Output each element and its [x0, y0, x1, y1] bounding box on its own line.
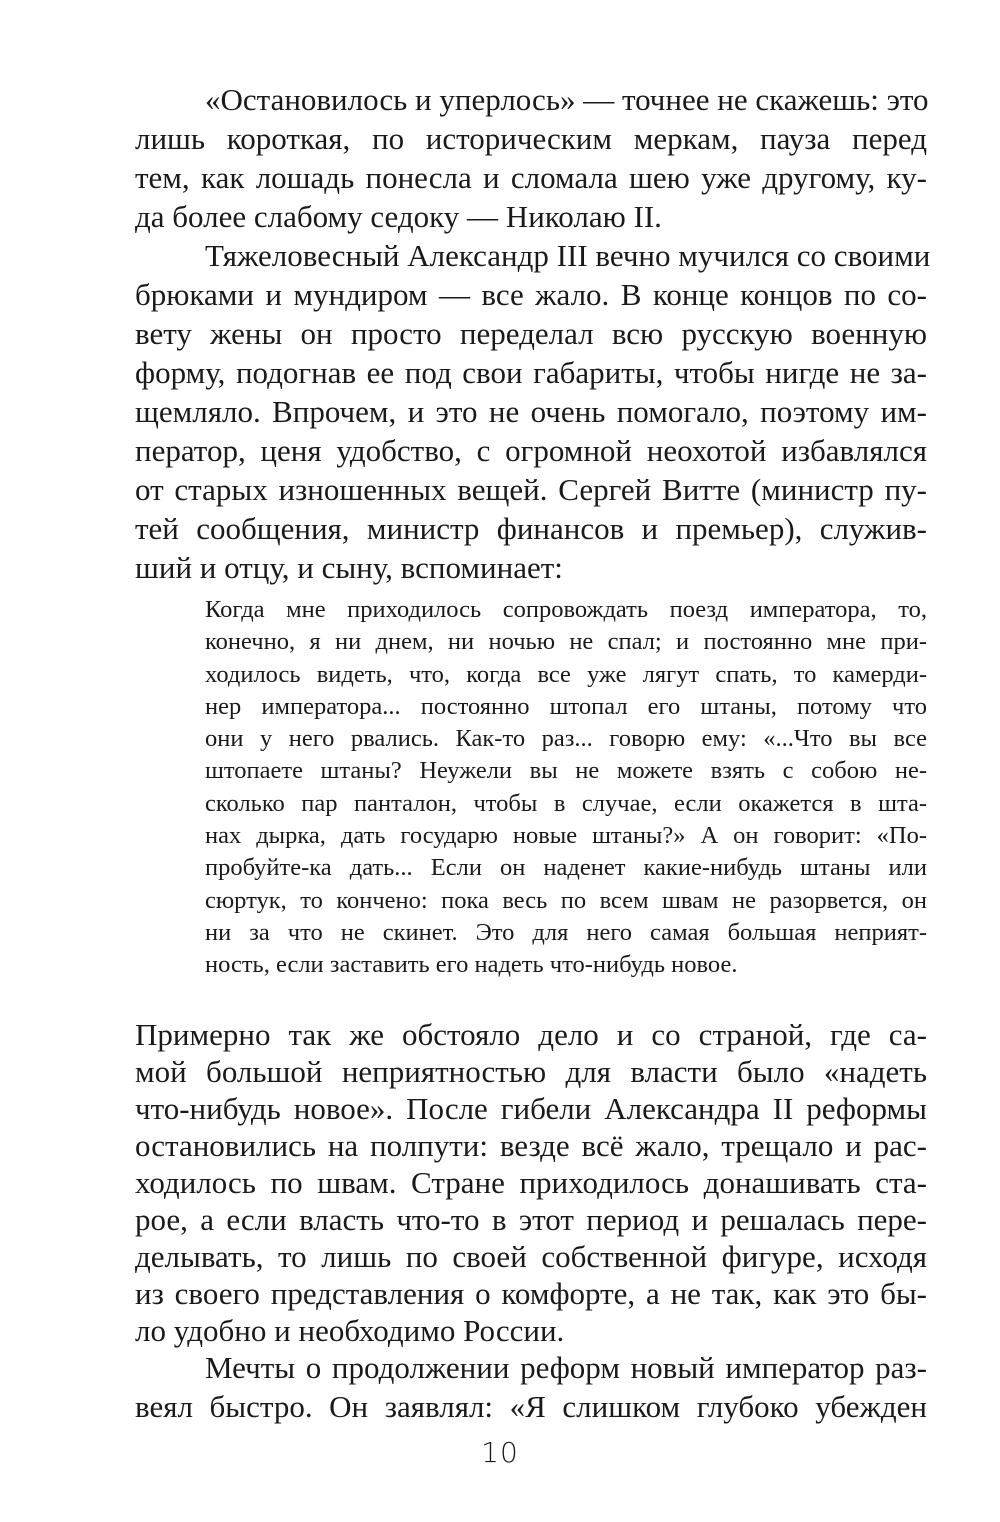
text-line: ператор, ценя удобство, с огромной неохотой избавлялся — [135, 433, 927, 468]
text-line: ходилось по швам. Стране приходилось донашивать ста- — [135, 1165, 927, 1200]
text-line: брюками и мундиром — все жало. В конце концов по со- — [135, 277, 927, 312]
text-line: Примерно так же обстояло дело и со страной, где са- — [135, 1017, 927, 1052]
text-line: конечно, я ни днем, ни ночью не спал; и постоянно мне при- — [205, 628, 927, 656]
text-line: остановились на полпути: везде всё жало, трещало и рас- — [135, 1128, 927, 1163]
text-line: нах дырка, дать государю новые штаны?» А он говорит: «По- — [205, 822, 927, 850]
text-line: рое, а если власть что-то в этот период и решалась пере- — [135, 1202, 927, 1237]
text-line: пробуйте-ка дать... Если он наденет какие-нибудь штаны или — [205, 854, 927, 882]
text-line: они у него рвались. Как-то раз... говорю ему: «...Что вы все — [205, 725, 927, 753]
paragraph-2 — [135, 236, 931, 587]
text-line: Мечты о продолжении реформ новый император раз- — [205, 1350, 927, 1385]
text-line: ший и отцу, и сыну, вспоминает: — [135, 550, 563, 585]
text-line: делывать, то лишь по своей собственной фигуре, исходя — [135, 1239, 927, 1274]
paragraph-3 — [135, 1016, 927, 1349]
page-number: 10 — [481, 1436, 519, 1469]
text-line: тей сообщения, министр финансов и премьер), служив- — [135, 511, 927, 546]
text-line: Тяжеловесный Александр III вечно мучился со своими — [205, 238, 931, 273]
text-line: ходилось видеть, что, когда все уже лягут спать, то камерди- — [205, 660, 927, 688]
text-line: нер императора... постоянно штопал его штаны, потому что — [205, 692, 927, 720]
paragraph-4 — [135, 1348, 927, 1426]
text-line: лишь короткая, по историческим меркам, пауза перед — [135, 121, 927, 156]
text-line: штопаете штаны? Неужели вы не можете взять с собою не- — [205, 757, 927, 785]
text-line: тем, как лошадь понесла и сломала шею уже другому, ку- — [135, 160, 927, 195]
paragraph-1 — [135, 80, 927, 236]
text-line: да более слабому седоку — Николаю II. — [135, 199, 662, 234]
text-line: щемляло. Впрочем, и это не очень помогало, поэтому им- — [135, 394, 927, 429]
text-line: мой большой неприятностью для власти было «надеть — [135, 1054, 927, 1089]
text-line: «Остановилось и уперлось» — точнее не скажешь: это — [205, 82, 929, 117]
text-line: ло удобно и необходимо России. — [135, 1313, 565, 1348]
text-line: веял быстро. Он заявлял: «Я слишком глубоко убежден — [135, 1389, 927, 1424]
text-line: сюртук, то кончено: пока весь по всем швам не разорвется, он — [205, 886, 927, 914]
text-line: Когда мне приходилось сопровождать поезд императора, то, — [205, 596, 927, 623]
text-line: вету жены он просто переделал всю русскую военную — [135, 316, 927, 351]
text-line: что-нибудь новое». После гибели Александра II реформы — [135, 1091, 927, 1126]
text-line: от старых изношенных вещей. Сергей Витте (министр пу- — [135, 472, 927, 507]
text-line: форму, подогнав ее под свои габариты, чтобы нигде не за- — [135, 355, 927, 390]
text-line: ность, если заставить его надеть что-нибудь новое. — [205, 951, 738, 979]
text-line: из своего представления о комфорте, а не так, как это бы- — [135, 1276, 927, 1311]
text-line: ни за что не скинет. Это для него самая большая неприят- — [205, 918, 927, 946]
text-line: сколько пар панталон, чтобы в случае, если окажется в шта- — [205, 789, 927, 817]
block-quote — [205, 594, 927, 982]
